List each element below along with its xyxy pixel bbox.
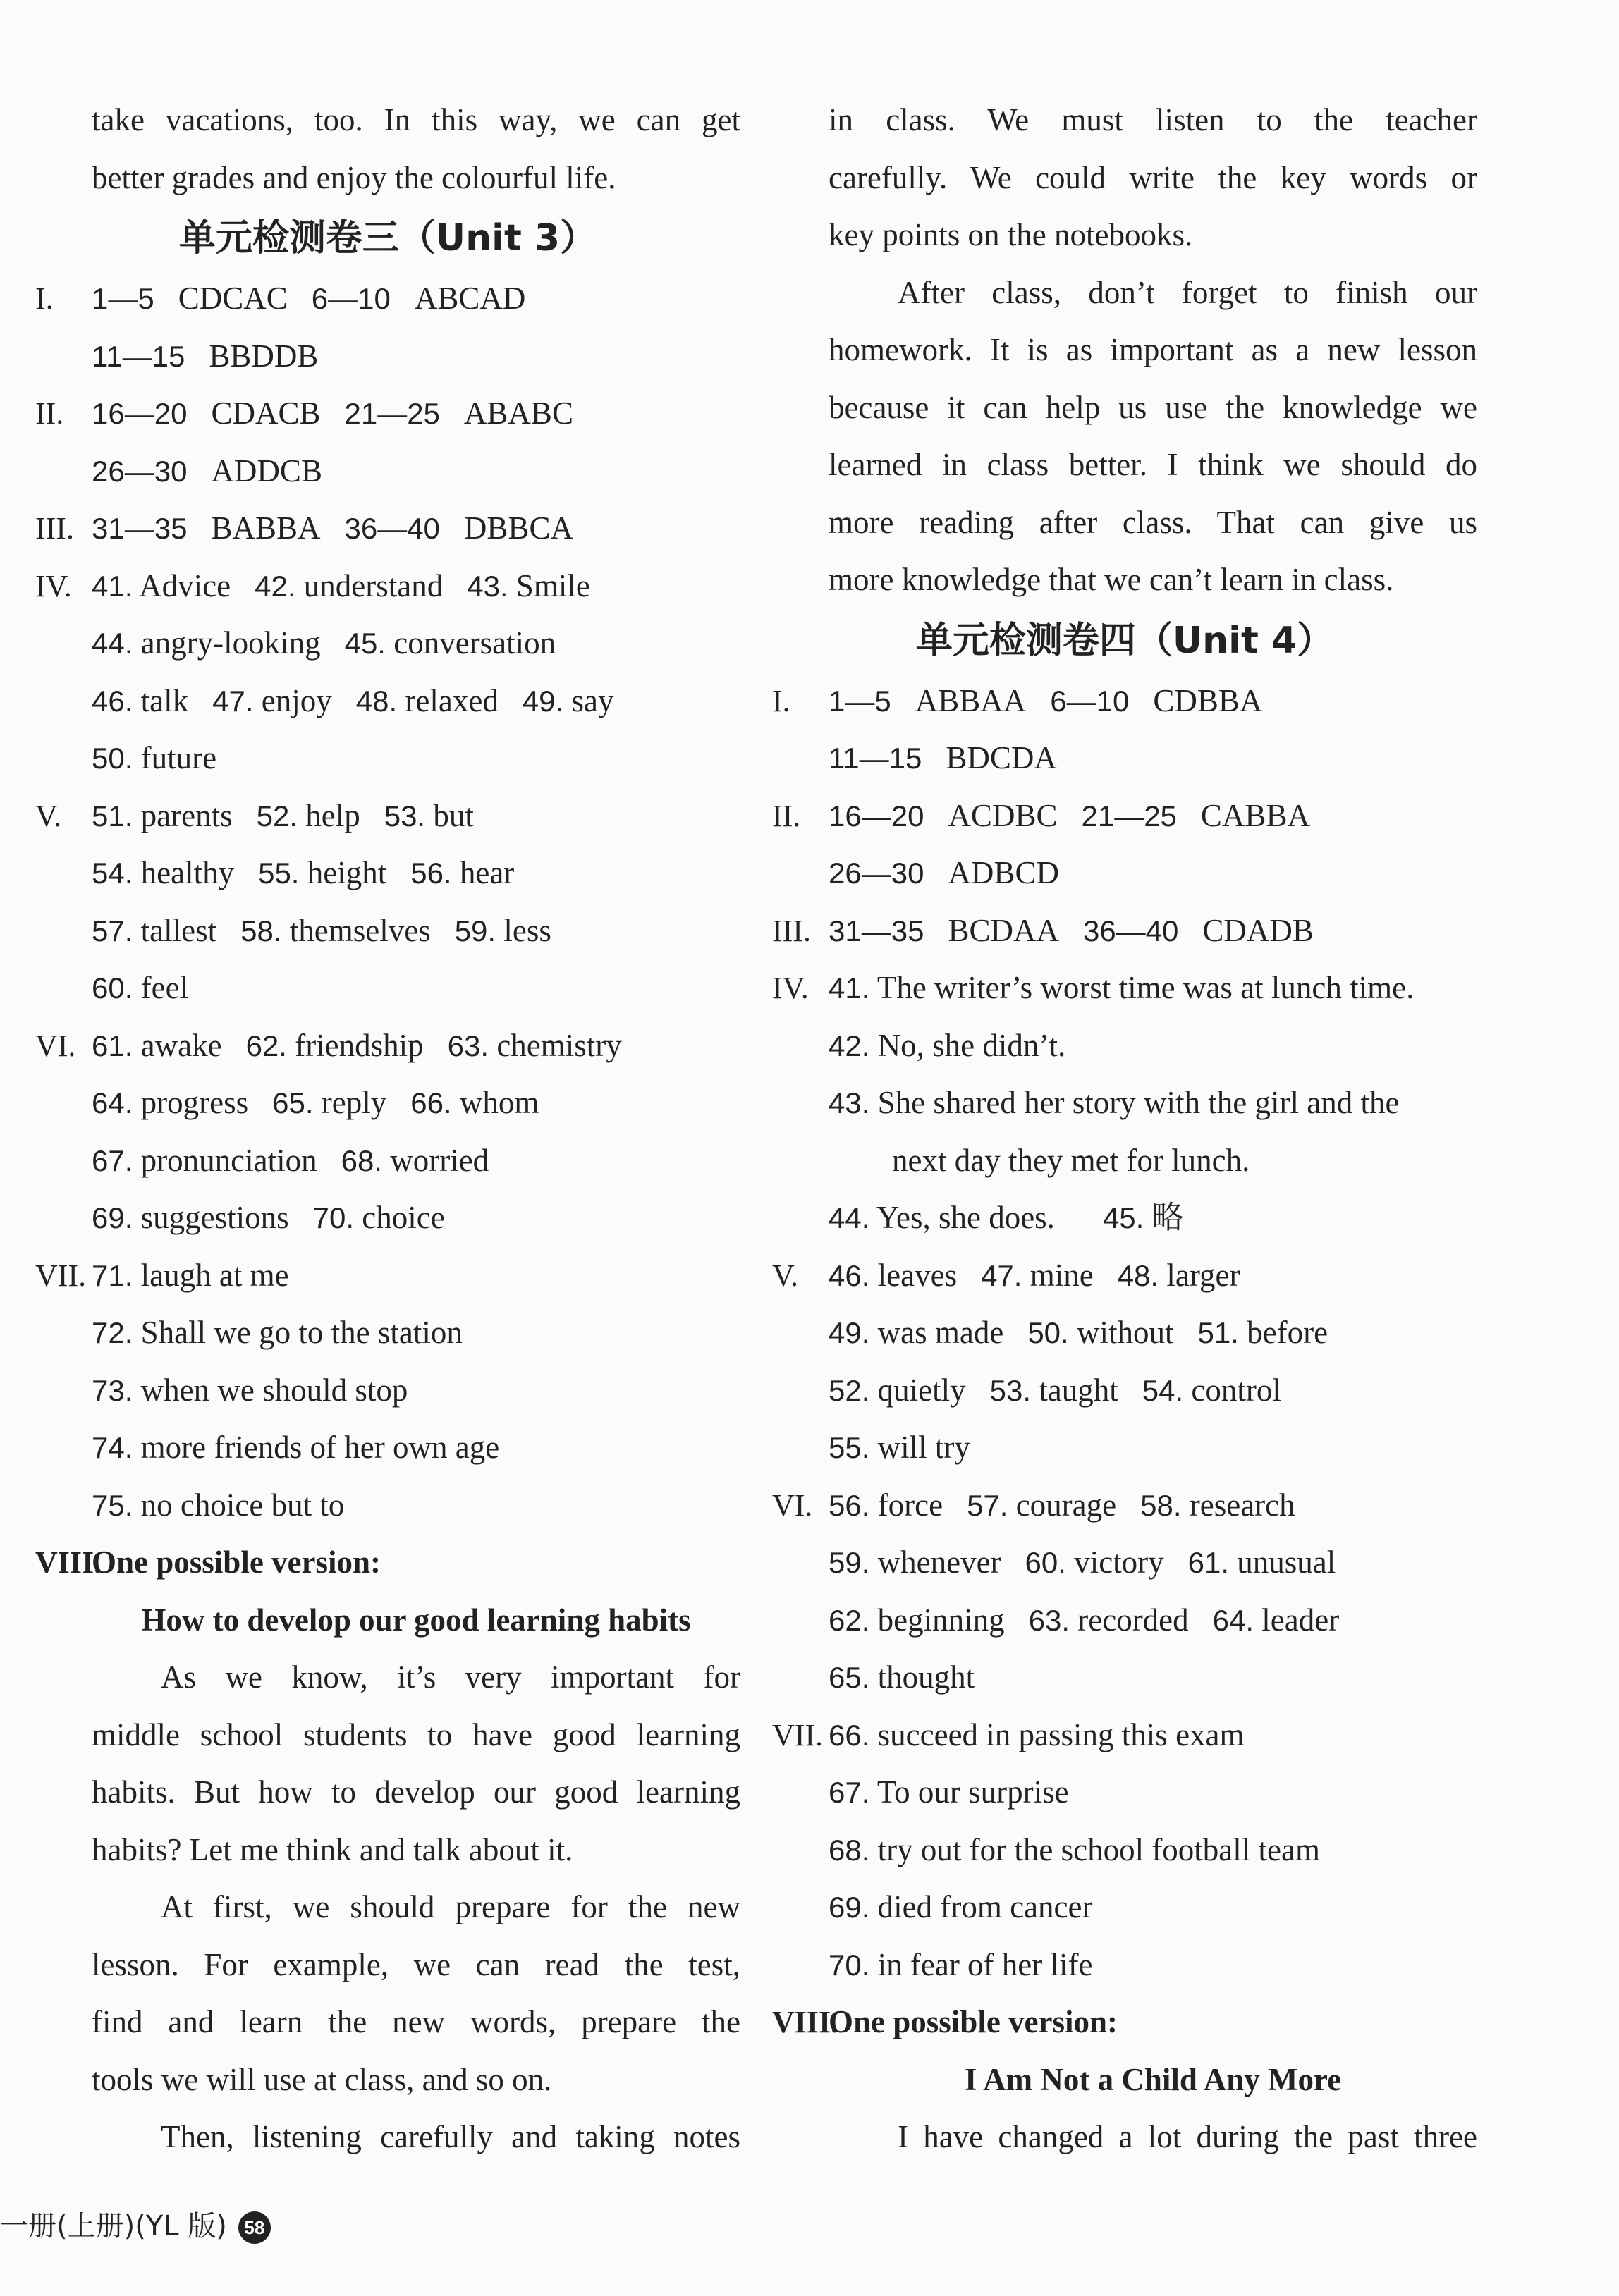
essay-line: Then, listening carefully and taking notes: [161, 2119, 740, 2154]
answer-row: 74. more friends of her own age: [92, 1430, 500, 1465]
answer-row-VII: VII. 66. succeed in passing this exam: [772, 1707, 1477, 1764]
roman-numeral: VII.: [772, 1717, 824, 1752]
footer-book-label: 一册(上册)(YL 版): [0, 2210, 227, 2242]
roman-numeral: II.: [772, 798, 801, 833]
roman-numeral: VI.: [772, 1487, 813, 1523]
roman-numeral: I.: [35, 281, 54, 316]
answer-row: next day they met for lunch.: [892, 1142, 1250, 1178]
answer-row: 44. Yes, she does. 45. 略: [829, 1200, 1184, 1235]
roman-numeral: III.: [772, 913, 811, 948]
answer-row-V: V. 46. leaves 47. mine 48. larger: [772, 1247, 1477, 1305]
page-footer: [0, 2205, 271, 2247]
answer-row: 43. She shared her story with the girl and the: [829, 1085, 1400, 1120]
answer-row: 26—30 ADBCD: [829, 855, 1059, 890]
answer-row: 54. healthy 55. height 56. hear: [92, 855, 515, 890]
text-line: better grades and enjoy the colourful life.: [92, 159, 616, 195]
roman-numeral: III.: [35, 511, 74, 546]
essay-title: I Am Not a Child Any More: [964, 2061, 1342, 2097]
answer-row: 44. angry-looking 45. conversation: [92, 625, 556, 661]
answer-row-VI: VI. 61. awake 62. friendship 63. chemistry: [35, 1017, 740, 1075]
essay-title: How to develop our good learning habits: [141, 1602, 691, 1638]
version-label: One possible version:: [92, 1545, 381, 1580]
answer-row: 49. was made 50. without 51. before: [829, 1315, 1328, 1350]
answer-row: 67. To our surprise: [829, 1774, 1069, 1810]
answer-row-I: I. 1—5 CDCAC 6—10 ABCAD: [35, 270, 740, 328]
answer-row: 42. No, she didn’t.: [829, 1027, 1066, 1063]
answer-row: 50. future: [92, 740, 217, 775]
roman-numeral: IV.: [772, 971, 809, 1005]
roman-numeral: VII.: [35, 1258, 87, 1293]
essay-line: After class, don’t forget to finish our: [898, 274, 1477, 310]
answer-row: 55. will try: [829, 1430, 970, 1465]
roman-numeral: VIII.: [35, 1545, 102, 1580]
essay-line: middle school students to have good learning: [92, 1717, 740, 1752]
essay-line: carefully. We could write the key words or: [829, 159, 1477, 195]
roman-numeral: VI.: [35, 1028, 76, 1063]
answer-row-III: III. 31—35 BCDAA 36—40 CDADB: [772, 902, 1477, 960]
answer-row-VI: VI. 56. force 57. courage 58. research: [772, 1477, 1477, 1535]
answer-row-IV: IV. 41. The writer’s worst time was at lunch time.: [772, 959, 1477, 1017]
answer-row: 69. died from cancer: [829, 1889, 1093, 1924]
essay-line: more reading after class. That can give us: [829, 504, 1477, 540]
answer-row: 60. feel: [92, 970, 189, 1005]
roman-numeral: IV.: [35, 568, 72, 603]
answer-row-V: V. 51. parents 52. help 53. but: [35, 787, 740, 845]
essay-line: habits? Let me think and talk about it.: [92, 1831, 573, 1867]
answer-row: 75. no choice but to: [92, 1487, 345, 1523]
page-number-badge: 58: [238, 2211, 271, 2244]
answer-row: 65. thought: [829, 1659, 975, 1695]
answer-row-IV: IV. 41. Advice 42. understand 43. Smile: [35, 558, 740, 615]
section-heading-unit4: 单元检测卷四（Unit 4）: [915, 619, 1334, 662]
essay-line: habits. But how to develop our good learning: [92, 1774, 740, 1810]
answer-row: 11—15 BDCDA: [829, 740, 1057, 775]
answer-row: 72. Shall we go to the station: [92, 1315, 463, 1350]
text-line: take vacations, too. In this way, we can get: [92, 102, 740, 137]
version-label: One possible version:: [829, 2004, 1118, 2039]
answer-row: 68. try out for the school football team: [829, 1831, 1320, 1867]
answer-row: 73. when we should stop: [92, 1372, 408, 1408]
essay-line: more knowledge that we can’t learn in class.: [829, 562, 1394, 597]
answer-row-I: I. 1—5 ABBAA 6—10 CDBBA: [772, 673, 1477, 730]
right-column: [772, 92, 1477, 2166]
section-heading-unit3: 单元检测卷三（Unit 3）: [178, 217, 597, 259]
answer-row: 57. tallest 58. themselves 59. less: [92, 912, 551, 948]
left-column: [35, 92, 740, 2166]
roman-numeral: II.: [35, 396, 64, 431]
essay-line: learned in class better. I think we should do: [829, 447, 1477, 482]
answer-row-VII: VII. 71. laugh at me: [35, 1247, 740, 1305]
answer-row: 67. pronunciation 68. worried: [92, 1142, 489, 1178]
essay-line: because it can help us use the knowledge we: [829, 389, 1477, 425]
answer-row-II: II. 16—20 CDACB 21—25 ABABC: [35, 385, 740, 443]
answer-row: 59. whenever 60. victory 61. unusual: [829, 1545, 1336, 1580]
roman-numeral: V.: [35, 798, 62, 833]
answer-row: 64. progress 65. reply 66. whom: [92, 1085, 539, 1120]
answer-row: 69. suggestions 70. choice: [92, 1200, 445, 1235]
essay-line: homework. It is as important as a new lesson: [829, 332, 1477, 367]
answer-row: 26—30 ADDCB: [92, 453, 322, 489]
answer-row-II: II. 16—20 ACDBC 21—25 CABBA: [772, 787, 1477, 845]
essay-line: lesson. For example, we can read the test,: [92, 1946, 740, 1982]
roman-numeral: VIII.: [772, 2005, 839, 2039]
answer-row-VIII: [35, 1534, 740, 1592]
essay-line: I have changed a lot during the past three: [898, 2119, 1477, 2154]
essay-line: As we know, it’s very important for: [161, 1659, 740, 1695]
roman-numeral: I.: [772, 683, 790, 718]
answer-row: 46. talk 47. enjoy 48. relaxed 49. say: [92, 682, 614, 718]
answer-row: 62. beginning 63. recorded 64. leader: [829, 1602, 1340, 1638]
essay-line: in class. We must listen to the teacher: [829, 102, 1477, 137]
roman-numeral: V.: [772, 1258, 799, 1293]
essay-line: tools we will use at class, and so on.: [92, 2061, 552, 2097]
essay-line: key points on the notebooks.: [829, 217, 1193, 252]
answer-row: 70. in fear of her life: [829, 1946, 1093, 1982]
answer-row-III: III. 31—35 BABBA 36—40 DBBCA: [35, 500, 740, 558]
answer-row-VIII: [772, 1994, 1477, 2051]
essay-line: At first, we should prepare for the new: [161, 1889, 740, 1924]
answer-row: 11—15 BBDDB: [92, 338, 319, 374]
answer-row: 52. quietly 53. taught 54. control: [829, 1372, 1281, 1408]
essay-line: find and learn the new words, prepare the: [92, 2004, 740, 2039]
